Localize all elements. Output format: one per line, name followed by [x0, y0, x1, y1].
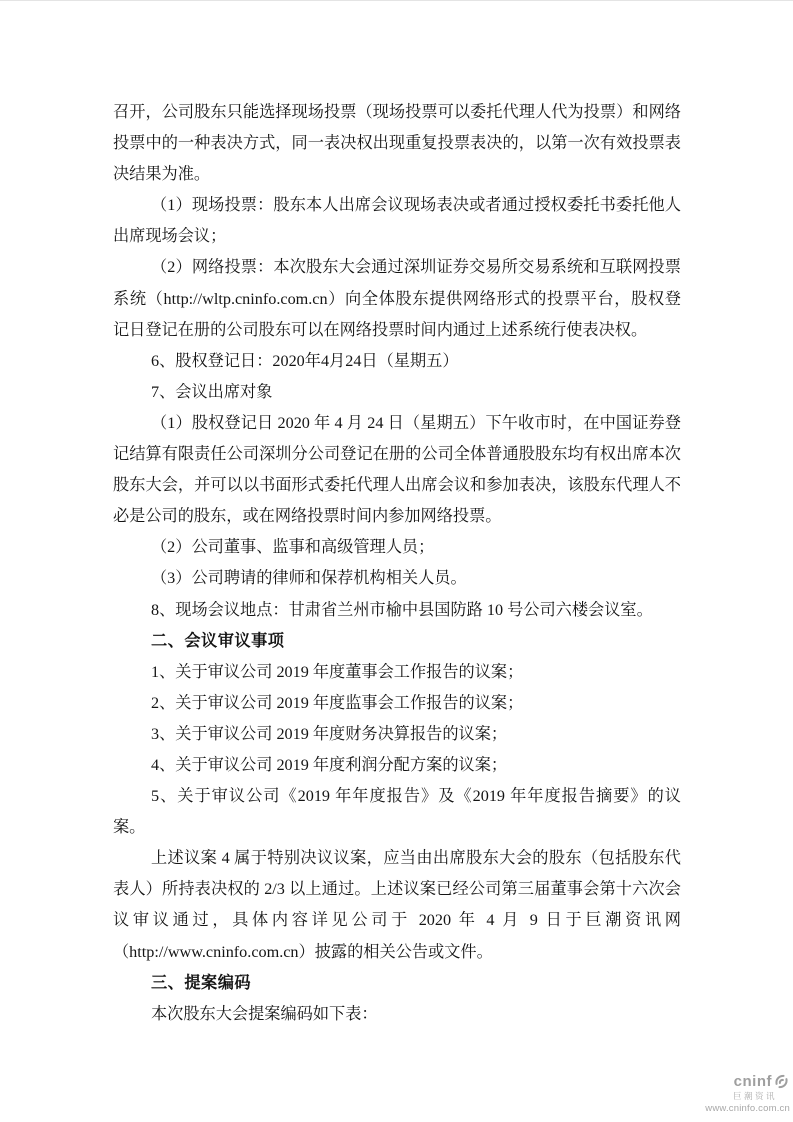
- page-top-edge: [0, 0, 793, 1]
- cninfo-brand-row: [700, 1073, 790, 1090]
- proposal-item-1: 1、关于审议公司 2019 年度董事会工作报告的议案；: [151, 662, 524, 681]
- proposal-item-5: 5、关于审议公司《2019 年年度报告》及《2019 年年度报告摘要》的议案。: [113, 787, 681, 837]
- paragraph-onsite-voting: （1）现场投票：股东本人出席会议现场表决或者通过授权委托书委托他人出席现场会议；: [113, 196, 681, 246]
- cninfo-logo-chinese: 巨潮资讯: [732, 1091, 777, 1101]
- line-attendees-heading: 7、会议出席对象: [151, 382, 273, 401]
- line-record-date: 6、股权登记日：2020年4月24日（星期五）: [151, 351, 459, 370]
- cninfo-logo-url: www.cninfo.com.cn: [705, 1102, 790, 1114]
- proposal-item-3: 3、关于审议公司 2019 年度财务决算报告的议案；: [151, 724, 508, 743]
- paragraph-special-resolution: 上述议案 4 属于特别决议议案，应当由出席股东大会的股东（包括股东代表人）所持表决权的 2/3 以上通过。上述议案已经公司第三届董事会第十六次会议审议通过，具体内容详见公司于 2020 年 4 月 9 日于巨潮资讯网（http://www.cninfo.com.cn）披露的相关公告或文件。: [113, 849, 681, 961]
- paragraph-voting-method: 召开，公司股东只能选择现场投票（现场投票可以委托代理人代为投票）和网络投票中的一种表决方式，同一表决权出现重复投票表决的，以第一次有效投票表决结果为准。: [113, 103, 681, 184]
- cninfo-logo: [700, 1073, 790, 1113]
- section-heading-proposal-codes: 三、提案编码: [151, 973, 252, 992]
- paragraph-proposal-codes-intro: 本次股东大会提案编码如下表：: [151, 1004, 378, 1023]
- document-body: [113, 97, 681, 1030]
- paragraph-attendees-shareholders: （1）股权登记日 2020 年 4 月 24 日（星期五）下午收市时，在中国证券登记结算有限责任公司深圳分公司登记在册的公司全体普通股股东均有权出席本次股东大会，并可以以书面形式委托代理人出席会议和参加表决，该股东代理人不必是公司的股东，或在网络投票时间内参加网络投票。: [113, 413, 681, 526]
- proposal-item-2: 2、关于审议公司 2019 年度监事会工作报告的议案；: [151, 693, 524, 712]
- line-attendees-lawyers: （3）公司聘请的律师和保荐机构相关人员。: [151, 569, 467, 588]
- proposal-item-4: 4、关于审议公司 2019 年度利润分配方案的议案；: [151, 755, 508, 774]
- cninfo-logo-text: cninf: [733, 1073, 772, 1090]
- cninfo-swirl-icon: [773, 1073, 790, 1090]
- line-attendees-directors: （2）公司董事、监事和高级管理人员；: [151, 538, 435, 557]
- line-meeting-venue: 8、现场会议地点：甘肃省兰州市榆中县国防路 10 号公司六楼会议室。: [151, 600, 653, 619]
- section-heading-deliberation-items: 二、会议审议事项: [151, 631, 285, 650]
- paragraph-online-voting: （2）网络投票：本次股东大会通过深圳证券交易所交易系统和互联网投票系统（http://wltp.cninfo.com.cn）向全体股东提供网络形式的投票平台，股权登记日登记在册的公司股东可以在网络投票时间内通过上述系统行使表决权。: [113, 258, 681, 339]
